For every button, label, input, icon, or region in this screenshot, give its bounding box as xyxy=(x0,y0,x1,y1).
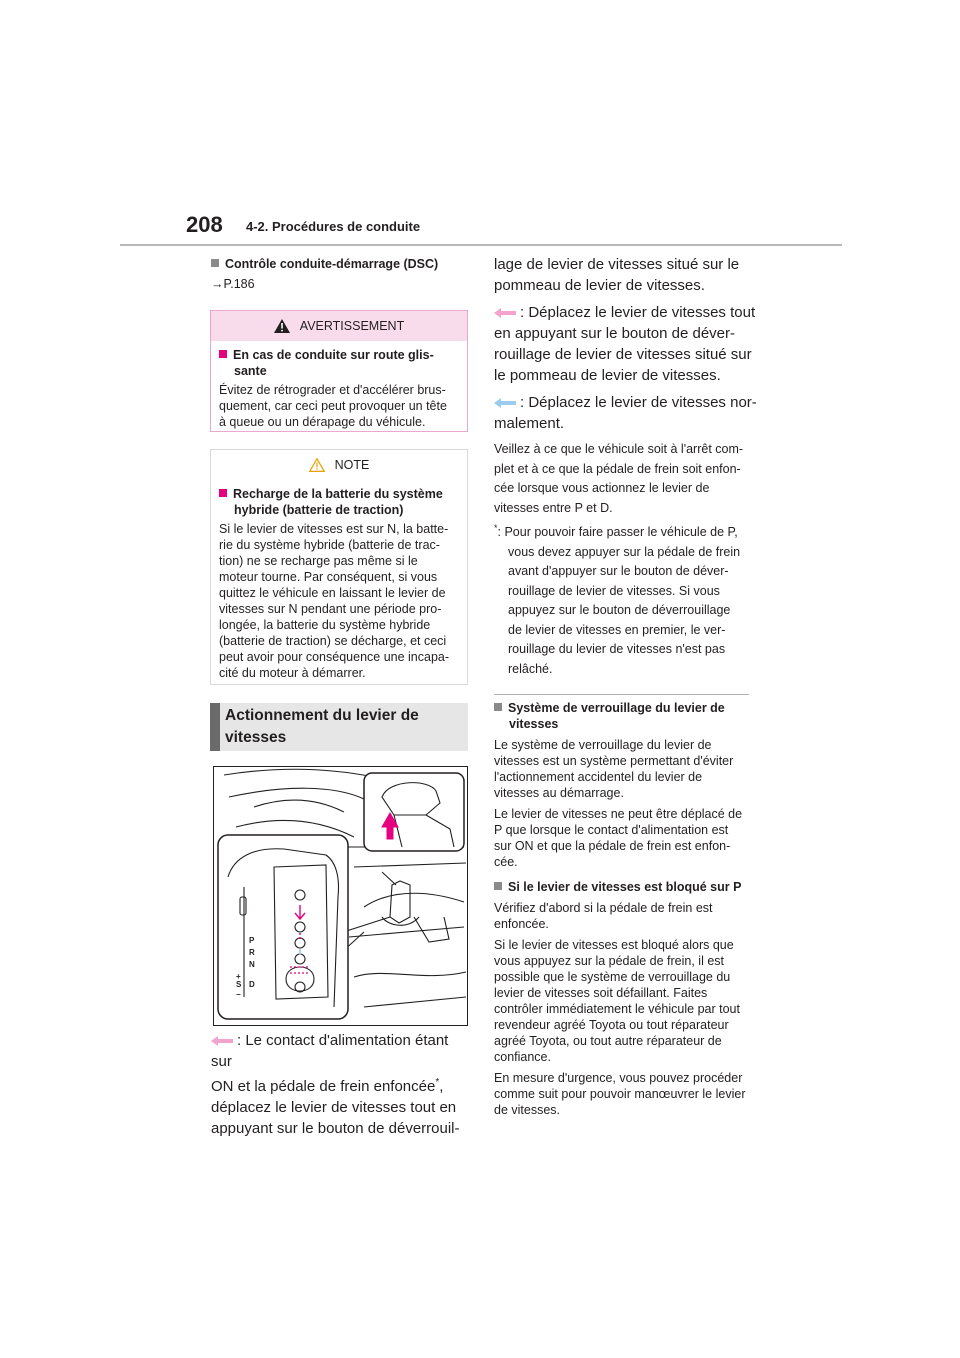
section-title: 4-2. Procédures de conduite xyxy=(246,219,421,234)
stuck-p3: En mesure d'urgence, vous pouvez procéder comme suit pour pouvoir manœuvrer le levier de vitesses. xyxy=(494,1071,746,1117)
caption-continued: lage de levier de vitesses situé sur le pommeau de levier de vitesses. xyxy=(494,256,740,294)
pink-arrow-icon xyxy=(211,1036,233,1046)
warning-box xyxy=(210,310,468,432)
note-title: NOTE xyxy=(334,458,370,472)
footnote: *: Pour pouvoir faire passer le véhicule de P, vous devez appuyer sur la pédale de frein avant d'appuyer sur le bouton de déver- rouillage de levier de vitesses. Si vous appuyez sur le bouton de déverrouillage de levier de vitesses en premier, le ver- rouillage du levier de vitesses n'est pas relâché. xyxy=(494,523,741,676)
gear-label-s: S xyxy=(236,980,242,989)
note-heading-cont: hybride (batterie de traction) xyxy=(234,503,404,517)
warning-body: Évitez de rétrograder et d'accélérer brus- quement, car ceci peut provoquer un tête à queue ou un dérapage du véhicule. xyxy=(219,383,447,429)
brake-instruction: Veillez à ce que le véhicule soit à l'arrêt com- plet et à ce que la pédale de frein soit enfon- cée lorsque vous actionnez le levier de vitesses entre P et D. xyxy=(494,442,744,515)
caution-triangle-icon xyxy=(309,458,325,472)
gear-label-plus: + xyxy=(236,972,241,981)
stuck-p1: Vérifiez d'abord si la pédale de frein est enfoncée. xyxy=(494,901,713,931)
lock-system-heading-cont: vitesses xyxy=(509,717,559,731)
note-body: Si le levier de vitesses est sur N, la batte- rie du système hybride (batterie de trac- tion) ne se recharge pas même si le moteur tourne. Par conséquent, si vous quittez le véhicule en laissant le levier de vitesses sur N pendant une période pro- longée, la batterie du système hybride (batterie de traction) se décharge, et ceci peut avoir pour conséquence une incapa- cité du moteur à démarrer. xyxy=(219,522,450,680)
gear-label-d: D xyxy=(249,980,255,989)
bullet-square-icon xyxy=(219,350,227,358)
note-heading: Recharge de la batterie du système xyxy=(219,486,459,502)
page-number: 208 xyxy=(186,212,223,237)
lock-system-p1: Le système de verrouillage du levier de vitesses est un système permettant d'éviter l'actionnement accidentel du levier de vitesses au démarrage. xyxy=(494,738,734,800)
gear-label-p: P xyxy=(249,936,255,945)
lock-system-heading: Système de verrouillage du levier de xyxy=(494,700,756,716)
bullet-square-icon xyxy=(494,703,502,711)
stuck-in-p-heading: Si le levier de vitesses est bloqué sur P xyxy=(494,879,756,895)
gear-label-minus: − xyxy=(236,990,241,999)
pink-arrow-icon xyxy=(494,308,516,318)
pink-arrow-explanation: : Déplacez le levier de vitesses tout en appuyant sur le bouton de déver- rouillage de levier de vitesses situé sur le pommeau de levier de vitesses. xyxy=(494,304,756,384)
heading-bar xyxy=(210,703,220,751)
action-heading-block xyxy=(210,703,468,751)
note-box xyxy=(210,449,468,685)
gear-label-r: R xyxy=(249,948,255,957)
blue-arrow-icon xyxy=(494,398,516,408)
figure-caption: : Le contact d'alimentation étant sur ON et la pédale de frein enfoncée*, déplacez le levier de vitesses tout en appuyant sur le bouton de déverrouil- xyxy=(211,1032,460,1137)
lock-system-p2: Le levier de vitesses ne peut être déplacé de P que lorsque le contact d'alimentation est sur ON et que la pédale de frein est enfon- cée. xyxy=(494,807,743,869)
warning-title: AVERTISSEMENT xyxy=(299,319,405,333)
warning-header xyxy=(211,311,467,341)
dsc-heading: Contrôle conduite-démarrage (DSC) xyxy=(211,256,438,272)
warning-triangle-icon xyxy=(274,319,290,333)
action-heading: Actionnement du levier de vitesses xyxy=(225,707,419,746)
warning-heading-cont: sante xyxy=(234,364,267,378)
note-header xyxy=(211,450,467,480)
header-rule xyxy=(120,244,842,246)
stuck-p2: Si le levier de vitesses est bloqué alors que vous appuyez sur la pédale de frein, il est possible que le système de verrouillage du levier de vitesses soit défaillant. Faites contrôler immédiatement le véhicule par tout revendeur agréé Toyota ou tout réparateur agréé Toyota, ou tout autre réparateur de confiance. xyxy=(494,938,740,1064)
lock-system-section xyxy=(494,700,756,1118)
blue-arrow-explanation: : Déplacez le levier de vitesses nor- malement. xyxy=(494,394,757,432)
shift-lever-illustration xyxy=(213,766,468,1026)
warning-heading: En cas de conduite sur route glis- xyxy=(219,347,459,363)
bullet-square-icon xyxy=(219,489,227,497)
bullet-square-icon xyxy=(211,259,219,267)
gear-label-n: N xyxy=(249,960,255,969)
dsc-reference: →P.186 xyxy=(211,277,255,291)
shift-lever-drawing xyxy=(214,767,467,1025)
bullet-square-icon xyxy=(494,882,502,890)
section-separator xyxy=(494,694,749,695)
